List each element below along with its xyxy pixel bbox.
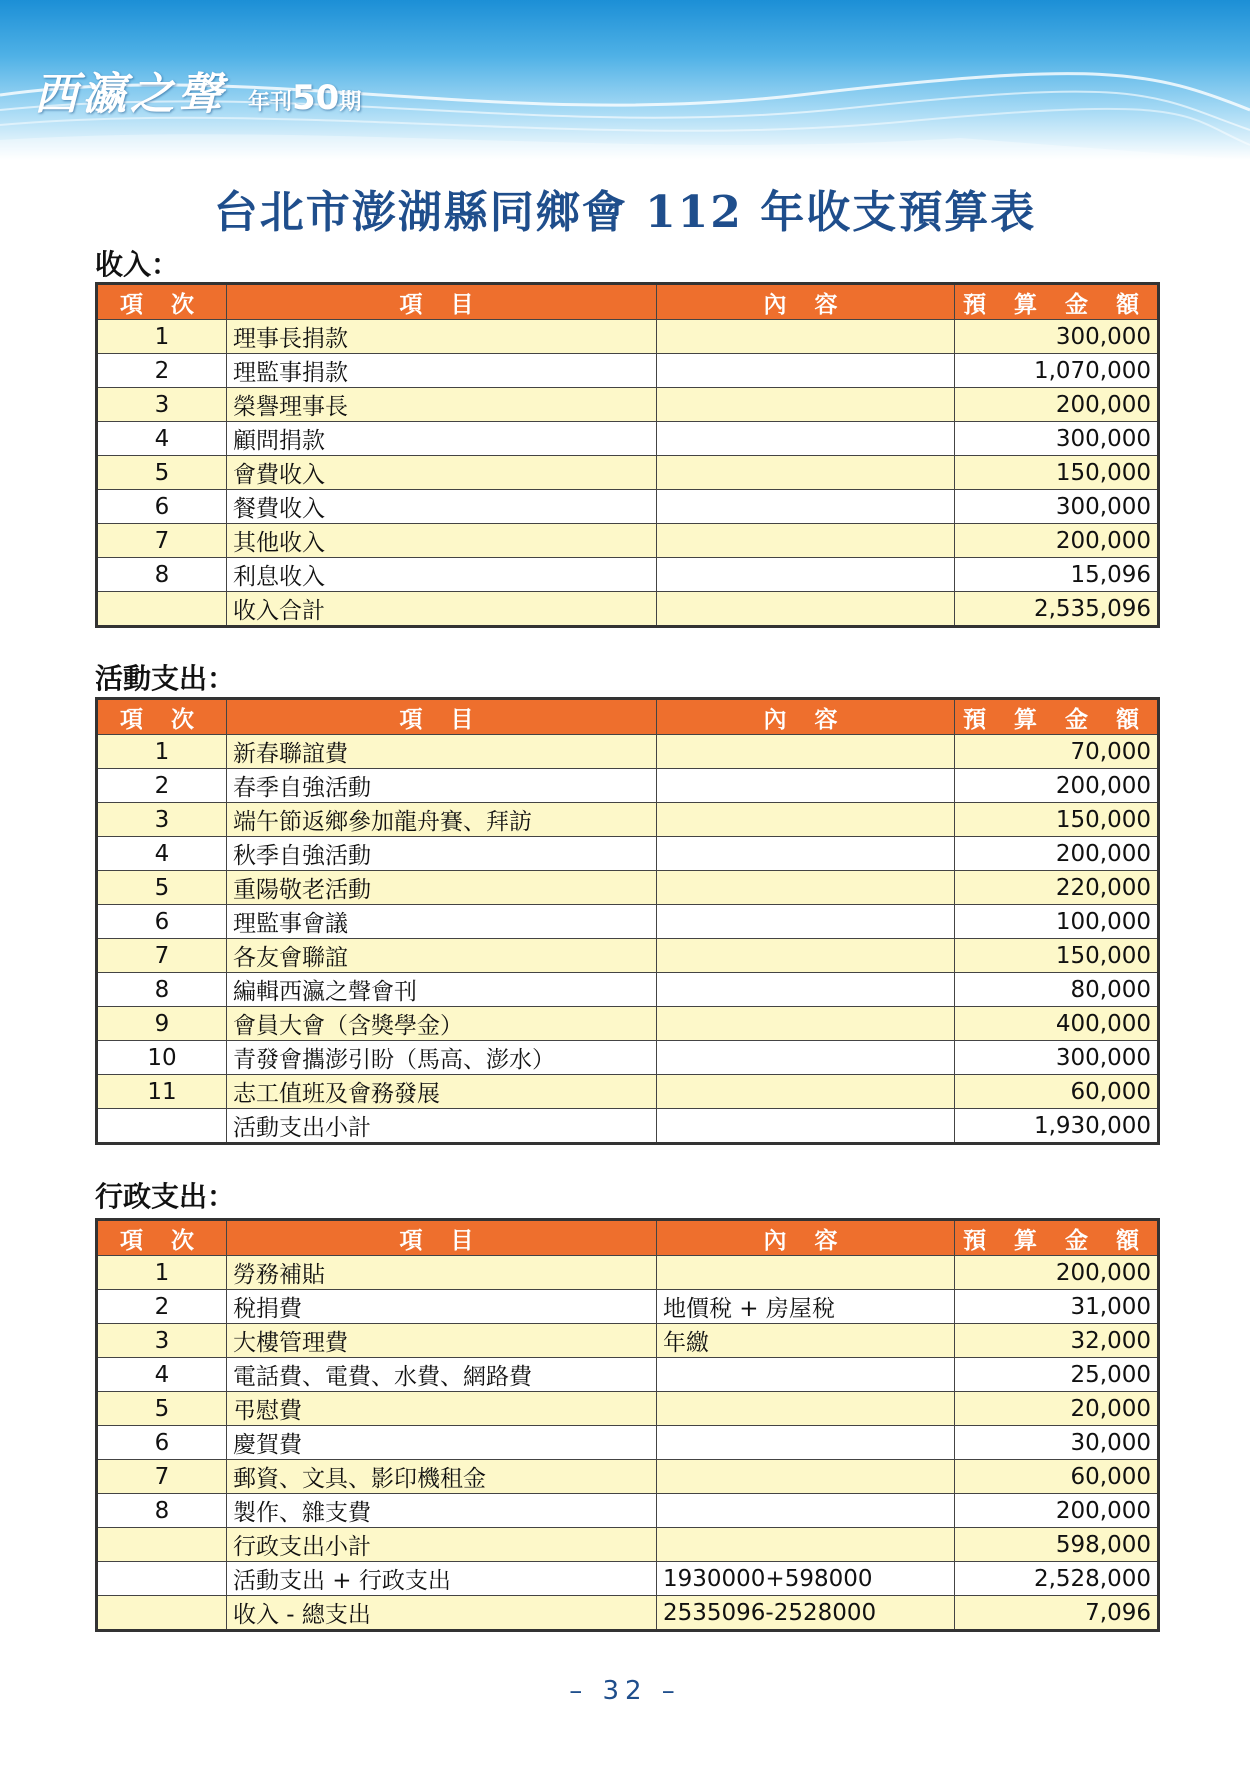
row-number: 7 xyxy=(97,1460,227,1494)
row-item: 收入合計 xyxy=(227,592,657,627)
row-content xyxy=(657,735,955,769)
header-amount: 預 算 金 額 xyxy=(955,284,1159,320)
row-item: 其他收入 xyxy=(227,524,657,558)
issue-number: 50 xyxy=(292,78,340,118)
header-item: 項 目 xyxy=(227,284,657,320)
row-content xyxy=(657,803,955,837)
row-item: 志工值班及會務發展 xyxy=(227,1075,657,1109)
table-row xyxy=(97,769,1159,803)
row-amount: 400,000 xyxy=(955,1007,1159,1041)
row-content xyxy=(657,905,955,939)
row-amount: 200,000 xyxy=(955,769,1159,803)
row-number: 1 xyxy=(97,735,227,769)
row-content xyxy=(657,524,955,558)
budget-table-activity-expense xyxy=(95,697,1160,1145)
row-amount: 32,000 xyxy=(955,1324,1159,1358)
row-number xyxy=(97,1109,227,1144)
row-number: 5 xyxy=(97,1392,227,1426)
row-item: 榮譽理事長 xyxy=(227,388,657,422)
row-amount: 150,000 xyxy=(955,803,1159,837)
row-amount: 300,000 xyxy=(955,490,1159,524)
issue-label xyxy=(248,78,361,118)
row-number: 3 xyxy=(97,803,227,837)
row-amount: 31,000 xyxy=(955,1290,1159,1324)
row-item: 活動支出小計 xyxy=(227,1109,657,1144)
table-row xyxy=(97,422,1159,456)
table-row xyxy=(97,388,1159,422)
row-number: 2 xyxy=(97,769,227,803)
row-item: 理事長捐款 xyxy=(227,320,657,354)
row-content xyxy=(657,388,955,422)
table-row xyxy=(97,320,1159,354)
row-item: 青發會攜澎引盼（馬高、澎水） xyxy=(227,1041,657,1075)
row-number: 8 xyxy=(97,973,227,1007)
row-item: 端午節返鄉參加龍舟賽、拜訪 xyxy=(227,803,657,837)
row-content: 地價稅 + 房屋稅 xyxy=(657,1290,955,1324)
row-amount: 2,535,096 xyxy=(955,592,1159,627)
row-content xyxy=(657,1075,955,1109)
table-row xyxy=(97,558,1159,592)
row-item: 弔慰費 xyxy=(227,1392,657,1426)
table-row xyxy=(97,803,1159,837)
row-amount: 2,528,000 xyxy=(955,1562,1159,1596)
row-item: 郵資、文具、影印機租金 xyxy=(227,1460,657,1494)
row-number: 11 xyxy=(97,1075,227,1109)
budget-table-admin-expense xyxy=(95,1218,1160,1632)
row-content xyxy=(657,1392,955,1426)
table-row xyxy=(97,1358,1159,1392)
row-item: 重陽敬老活動 xyxy=(227,871,657,905)
row-amount: 300,000 xyxy=(955,1041,1159,1075)
row-content xyxy=(657,1256,955,1290)
page-number: – 32 – xyxy=(569,1676,681,1706)
row-content xyxy=(657,939,955,973)
row-amount: 200,000 xyxy=(955,388,1159,422)
row-content xyxy=(657,1109,955,1144)
table-header-row xyxy=(97,284,1159,320)
header-item: 項 目 xyxy=(227,699,657,735)
row-item: 大樓管理費 xyxy=(227,1324,657,1358)
row-item: 新春聯誼費 xyxy=(227,735,657,769)
row-item: 理監事捐款 xyxy=(227,354,657,388)
row-number xyxy=(97,1562,227,1596)
row-item: 會員大會（含獎學金） xyxy=(227,1007,657,1041)
row-number: 8 xyxy=(97,558,227,592)
row-amount: 300,000 xyxy=(955,422,1159,456)
section-title-activity-expense: 活動支出： xyxy=(95,662,236,695)
row-amount: 1,930,000 xyxy=(955,1109,1159,1144)
row-number: 6 xyxy=(97,490,227,524)
row-amount: 200,000 xyxy=(955,837,1159,871)
table-row xyxy=(97,973,1159,1007)
row-content xyxy=(657,558,955,592)
row-amount: 150,000 xyxy=(955,939,1159,973)
table-row xyxy=(97,1290,1159,1324)
row-item: 行政支出小計 xyxy=(227,1528,657,1562)
budget-table-income xyxy=(95,282,1160,628)
row-amount: 598,000 xyxy=(955,1528,1159,1562)
row-item: 勞務補貼 xyxy=(227,1256,657,1290)
row-content xyxy=(657,354,955,388)
table-row xyxy=(97,871,1159,905)
row-content xyxy=(657,422,955,456)
row-amount: 1,070,000 xyxy=(955,354,1159,388)
row-content xyxy=(657,837,955,871)
row-item: 製作、雜支費 xyxy=(227,1494,657,1528)
section-title-income: 收入： xyxy=(95,248,180,281)
row-item: 春季自強活動 xyxy=(227,769,657,803)
row-number: 6 xyxy=(97,905,227,939)
row-amount: 80,000 xyxy=(955,973,1159,1007)
row-number: 4 xyxy=(97,837,227,871)
row-content xyxy=(657,1494,955,1528)
issue-prefix: 年刊 xyxy=(248,90,293,115)
row-number xyxy=(97,1528,227,1562)
table-row xyxy=(97,1426,1159,1460)
row-amount: 15,096 xyxy=(955,558,1159,592)
row-amount: 7,096 xyxy=(955,1596,1159,1631)
row-number: 3 xyxy=(97,388,227,422)
magazine-name: 西瀛之聲 xyxy=(34,69,226,120)
row-amount: 200,000 xyxy=(955,1256,1159,1290)
row-number: 2 xyxy=(97,354,227,388)
row-content xyxy=(657,456,955,490)
row-amount: 100,000 xyxy=(955,905,1159,939)
row-number xyxy=(97,1596,227,1631)
row-item: 利息收入 xyxy=(227,558,657,592)
header-amount: 預 算 金 額 xyxy=(955,1220,1159,1256)
row-content xyxy=(657,1426,955,1460)
table-row xyxy=(97,939,1159,973)
row-content xyxy=(657,490,955,524)
table-row xyxy=(97,592,1159,627)
masthead xyxy=(34,58,361,122)
table-row xyxy=(97,1041,1159,1075)
row-amount: 300,000 xyxy=(955,320,1159,354)
row-content xyxy=(657,769,955,803)
row-item: 活動支出 + 行政支出 xyxy=(227,1562,657,1596)
row-item: 會費收入 xyxy=(227,456,657,490)
header-no: 項 次 xyxy=(97,699,227,735)
table-row xyxy=(97,354,1159,388)
table-row xyxy=(97,1109,1159,1144)
row-number: 6 xyxy=(97,1426,227,1460)
row-item: 各友會聯誼 xyxy=(227,939,657,973)
header-banner xyxy=(0,0,1250,160)
table-row xyxy=(97,490,1159,524)
issue-suffix: 期 xyxy=(339,90,362,115)
row-content xyxy=(657,871,955,905)
row-item: 稅捐費 xyxy=(227,1290,657,1324)
row-number: 9 xyxy=(97,1007,227,1041)
row-amount: 30,000 xyxy=(955,1426,1159,1460)
table-row xyxy=(97,1528,1159,1562)
header-amount: 預 算 金 額 xyxy=(955,699,1159,735)
row-item: 秋季自強活動 xyxy=(227,837,657,871)
row-item: 慶賀費 xyxy=(227,1426,657,1460)
row-amount: 200,000 xyxy=(955,1494,1159,1528)
table-header-row xyxy=(97,699,1159,735)
row-number: 2 xyxy=(97,1290,227,1324)
table-row xyxy=(97,456,1159,490)
table-row xyxy=(97,1562,1159,1596)
section-title-admin-expense: 行政支出： xyxy=(95,1180,236,1213)
row-number: 4 xyxy=(97,422,227,456)
table-row xyxy=(97,1007,1159,1041)
header-content: 內 容 xyxy=(657,1220,955,1256)
header-no: 項 次 xyxy=(97,1220,227,1256)
row-amount: 70,000 xyxy=(955,735,1159,769)
row-amount: 60,000 xyxy=(955,1460,1159,1494)
row-item: 電話費、電費、水費、網路費 xyxy=(227,1358,657,1392)
row-number: 7 xyxy=(97,939,227,973)
table-row xyxy=(97,1075,1159,1109)
row-number: 5 xyxy=(97,456,227,490)
row-content xyxy=(657,1460,955,1494)
row-item: 顧問捐款 xyxy=(227,422,657,456)
row-number: 7 xyxy=(97,524,227,558)
row-content xyxy=(657,1041,955,1075)
row-item: 收入 - 總支出 xyxy=(227,1596,657,1631)
row-number: 1 xyxy=(97,320,227,354)
row-number: 3 xyxy=(97,1324,227,1358)
row-content: 2535096-2528000 xyxy=(657,1596,955,1631)
row-number: 4 xyxy=(97,1358,227,1392)
table-row xyxy=(97,1460,1159,1494)
table-row xyxy=(97,1324,1159,1358)
row-number: 5 xyxy=(97,871,227,905)
row-number: 10 xyxy=(97,1041,227,1075)
table-row xyxy=(97,1494,1159,1528)
row-content xyxy=(657,1358,955,1392)
table-row xyxy=(97,1256,1159,1290)
row-amount: 25,000 xyxy=(955,1358,1159,1392)
row-number: 1 xyxy=(97,1256,227,1290)
table-row xyxy=(97,905,1159,939)
table-row xyxy=(97,735,1159,769)
table-row xyxy=(97,837,1159,871)
row-number xyxy=(97,592,227,627)
row-content xyxy=(657,1007,955,1041)
row-content: 年繳 xyxy=(657,1324,955,1358)
table-header-row xyxy=(97,1220,1159,1256)
row-amount: 150,000 xyxy=(955,456,1159,490)
header-content: 內 容 xyxy=(657,699,955,735)
row-number: 8 xyxy=(97,1494,227,1528)
row-content: 1930000+598000 xyxy=(657,1562,955,1596)
row-amount: 200,000 xyxy=(955,524,1159,558)
table-row xyxy=(97,1392,1159,1426)
header-content: 內 容 xyxy=(657,284,955,320)
page-title: 台北市澎湖縣同鄉會 112 年收支預算表 xyxy=(213,187,1037,238)
header-item: 項 目 xyxy=(227,1220,657,1256)
row-content xyxy=(657,592,955,627)
row-amount: 60,000 xyxy=(955,1075,1159,1109)
row-content xyxy=(657,320,955,354)
row-content xyxy=(657,973,955,1007)
row-amount: 220,000 xyxy=(955,871,1159,905)
row-content xyxy=(657,1528,955,1562)
row-item: 編輯西瀛之聲會刊 xyxy=(227,973,657,1007)
row-item: 餐費收入 xyxy=(227,490,657,524)
row-item: 理監事會議 xyxy=(227,905,657,939)
row-amount: 20,000 xyxy=(955,1392,1159,1426)
table-row xyxy=(97,1596,1159,1631)
table-row xyxy=(97,524,1159,558)
header-no: 項 次 xyxy=(97,284,227,320)
